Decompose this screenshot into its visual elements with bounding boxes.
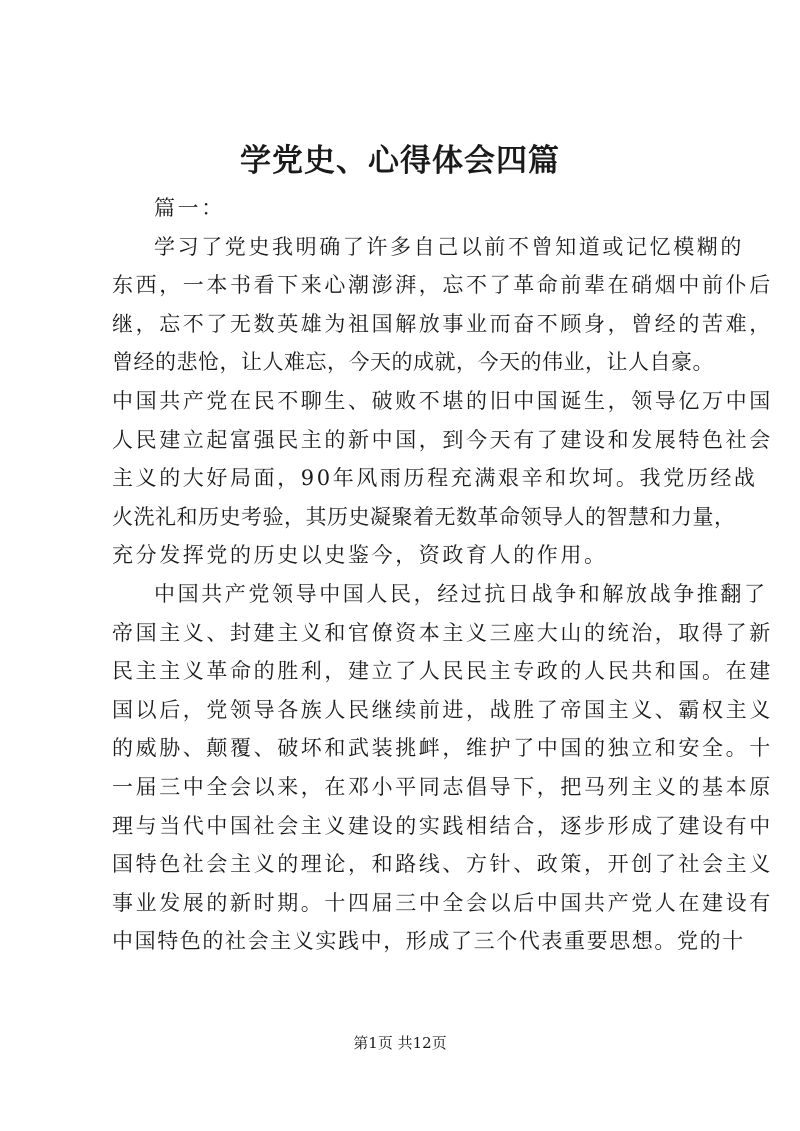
paragraph-line: 民主主义革命的胜利，建立了人民民主专政的人民共和国。在建 [112, 659, 773, 684]
paragraph-line: 帝国主义、封建主义和官僚资本主义三座大山的统治，取得了新 [112, 620, 773, 645]
section-heading: 篇一： [154, 196, 225, 220]
paragraph-line: 主义的大好局面，90年风雨历程充满艰辛和坎坷。我党历经战 [112, 466, 758, 491]
paragraph-line: 一届三中全会以来，在邓小平同志倡导下，把马列主义的基本原 [112, 774, 773, 799]
document-body [112, 189, 773, 961]
paragraph-line: 的威胁、颠覆、破坏和武装挑衅，维护了中国的独立和安全。十 [112, 736, 773, 761]
paragraph-line: 中国共产党领导中国人民，经过抗日战争和解放战争推翻了 [154, 581, 768, 606]
paragraph-line: 曾经的悲怆，让人难忘，今天的成就，今天的伟业，让人自豪。 [112, 350, 714, 375]
paragraph-line: 火洗礼和历史考验，其历史凝聚着无数革命领导人的智慧和力量， [112, 504, 736, 529]
paragraph-line: 国以后，党领导各族人民继续前进，战胜了帝国主义、霸权主义 [112, 697, 773, 722]
paragraph-line: 理与当代中国社会主义建设的实践相结合，逐步形成了建设有中 [112, 813, 773, 838]
page-footer: 第1页 共12页 [353, 1034, 447, 1052]
paragraph-line: 国特色社会主义的理论，和路线、方针、政策，开创了社会主义 [112, 852, 773, 877]
paragraph-line: 人民建立起富强民主的新中国，到今天有了建设和发展特色社会 [112, 427, 773, 452]
paragraph-line: 中国特色的社会主义实践中，形成了三个代表重要思想。党的十 [112, 929, 745, 954]
document-title: 学党史、心得体会四篇 [240, 143, 560, 179]
paragraph-line: 东西，一本书看下来心潮澎湃，忘不了革命前辈在硝烟中前仆后 [112, 273, 773, 298]
paragraph-line: 事业发展的新时期。十四届三中全会以后中国共产党人在建设有 [112, 890, 773, 915]
paragraph-line: 学习了党史我明确了许多自己以前不曾知道或记忆模糊的 [154, 234, 744, 259]
paragraph-line: 中国共产党在民不聊生、破败不堪的旧中国诞生，领导亿万中国 [112, 388, 773, 413]
paragraph-line: 充分发挥党的历史以史鉴今，资政育人的作用。 [112, 543, 608, 568]
paragraph-line: 继，忘不了无数英雄为祖国解放事业而奋不顾身，曾经的苦难， [112, 311, 773, 336]
